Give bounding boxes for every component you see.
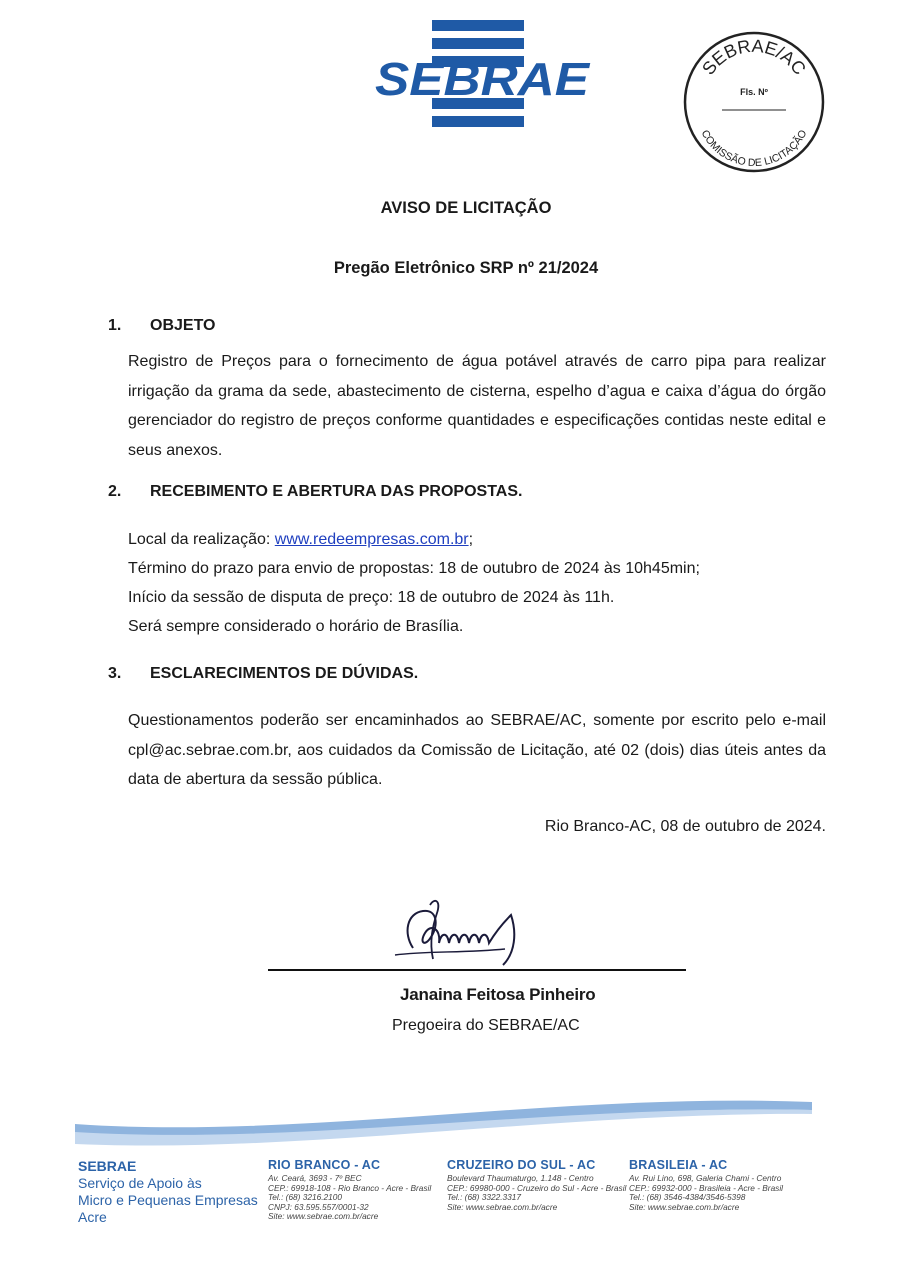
document-subtitle: Pregão Eletrônico SRP nº 21/2024 [333,259,599,277]
office-line: Tel.: (68) 3322.3317 [447,1192,521,1203]
office-line: Boulevard Thaumaturgo, 1.148 - Centro [447,1173,594,1183]
signature-line [268,969,686,971]
footer-brand-line-2: Micro e Pequenas Empresas [78,1192,258,1208]
stamp-field-label: Fls. Nº [740,87,768,97]
office-city: RIO BRANCO - AC [268,1158,381,1172]
document-title: AVISO DE LICITAÇÃO [380,199,552,217]
section-3-heading: ESCLARECIMENTOS DE DÚVIDAS. [150,665,419,682]
section-3-number: 3. [108,665,122,682]
office-line: Site: www.sebrae.com.br/acre [629,1201,740,1212]
footer-wave-decoration [0,1080,900,1150]
office-line: Site: www.sebrae.com.br/acre [447,1201,558,1212]
sebrae-logo [372,18,592,140]
office-line: Site: www.sebrae.com.br/acre [268,1211,379,1222]
commission-stamp [682,30,826,174]
office-city: BRASILEIA - AC [629,1158,728,1172]
office-city: CRUZEIRO DO SUL - AC [447,1158,596,1172]
office-line: Av. Rui Lino, 698, Galeria Chami - Centro [629,1173,782,1183]
office-line: Av. Ceará, 3693 - 7º BEC [268,1173,362,1183]
local-label: Local da realização: [128,531,275,548]
footer-brand-line-3: Acre [78,1209,107,1225]
office-line: Tel.: (68) 3546-4384/3546-5398 [629,1192,746,1203]
footer-brand-block [78,1158,258,1226]
local-line [128,531,473,549]
dateline: Rio Branco-AC, 08 de outubro de 2024. [544,818,826,835]
section-2-heading: RECEBIMENTO E ABERTURA DAS PROPOSTAS. [150,483,523,500]
stamp-top-text: SEBRAE/AC [698,35,810,79]
local-suffix: ; [468,531,474,548]
section-3-body: Questionamentos poderão ser encaminhados ao SEBRAE/AC, somente por escrito pelo e-mail cpl@ac.sebrae.com.br, aos cuidados da Comissão de Licitação, até 02 (dois) dias úteis antes da data de abertura da sessão pública. [128,712,826,788]
footer-office-brasileia [629,1158,783,1212]
footer-office-rio-branco [268,1158,431,1222]
deadline-line: Término do prazo para envio de propostas: 18 de outubro de 2024 às 10h45min; [128,560,700,577]
section-1-heading: OBJETO [150,317,216,334]
timezone-line: Será sempre considerado o horário de Brasília. [128,618,464,635]
local-link[interactable]: www.redeempresas.com.br [274,531,469,548]
section-2-number: 2. [108,483,122,500]
office-line: CEP.: 69932-000 - Brasileia - Acre - Brasil [629,1182,784,1193]
section-1-number: 1. [108,317,122,334]
office-line: CEP.: 69980-000 - Cruzeiro do Sul - Acre - Brasil [447,1182,627,1193]
footer-brand: SEBRAE [78,1158,137,1174]
office-line: Tel.: (68) 3216.2100 [268,1192,342,1203]
handwritten-signature [385,893,555,973]
session-start-line: Início da sessão de disputa de preço: 18 de outubro de 2024 às 11h. [128,589,615,606]
section-1-body: Registro de Preços para o fornecimento de água potável através de carro pipa para realizar irrigação da grama da sede, abastecimento de cisterna, espelho d’agua e caixa d’água do órgão gerenciador do registro de preços conforme quantidades e especificações contidas neste edital e seus anexos. [128,353,826,459]
footer-office-cruzeiro-do-sul [447,1158,626,1212]
svg-text:SEBRAE/AC [698,36,810,79]
footer-brand-line-1: Serviço de Apoio às [78,1175,202,1191]
logo-text: SEBRAE [375,53,591,105]
office-line: CNPJ: 63.595.557/0001-32 [268,1201,369,1212]
stamp-bottom-text: COMISSÃO DE LICITAÇÃO [698,128,810,170]
signatory-role: Pregoeira do SEBRAE/AC [392,1017,580,1034]
signatory-name: Janaina Feitosa Pinheiro [400,985,596,1004]
svg-text:COMISSÃO DE LICITAÇÃO [699,128,810,169]
office-line: CEP.: 69918-108 - Rio Branco - Acre - Brasil [268,1182,432,1193]
